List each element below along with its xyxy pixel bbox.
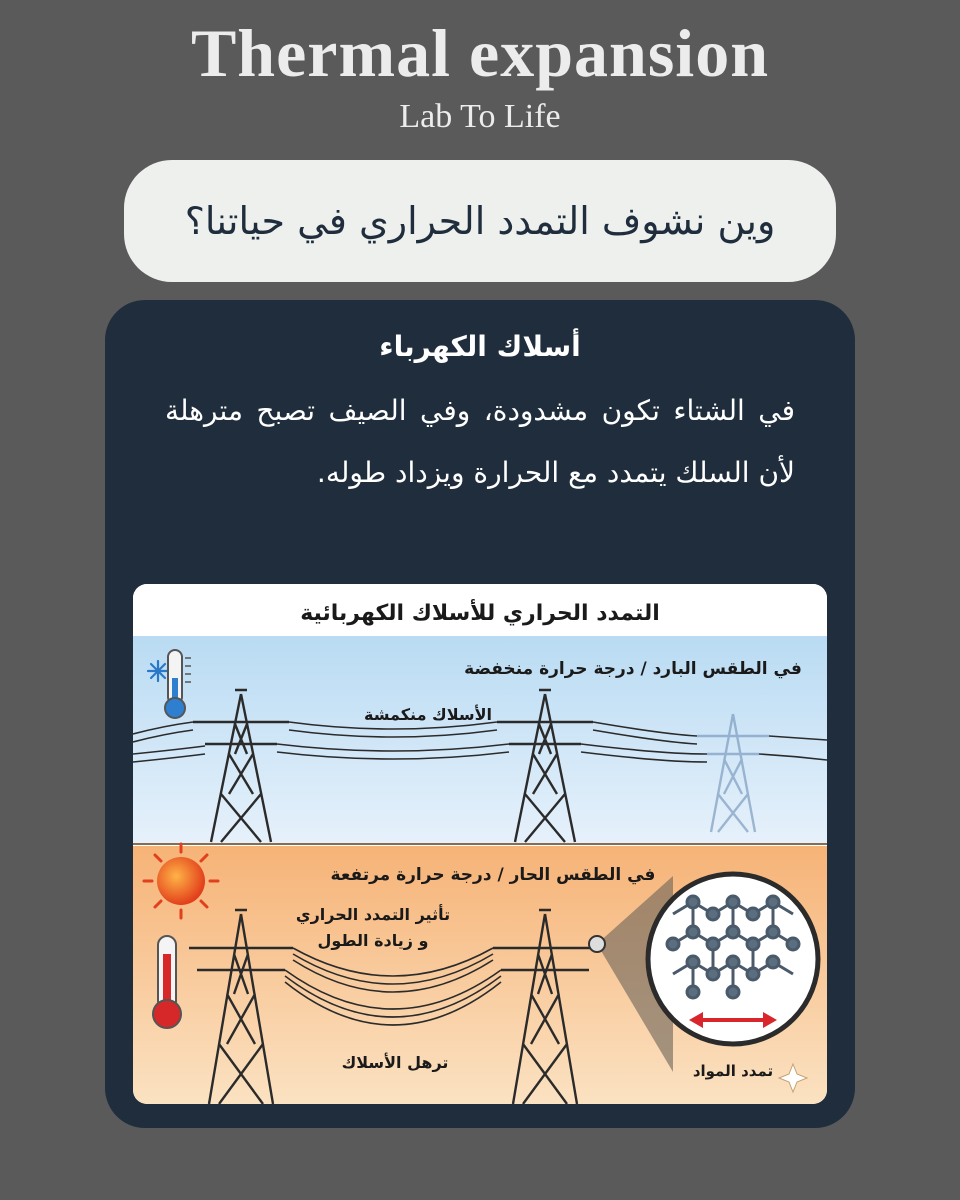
cold-wires-label: الأسلاك منكمشة [364,705,492,724]
hot-heading: في الطقس الحار / درجة حرارة مرتفعة [330,865,656,885]
hot-effect-line1: تأثير التمدد الحراري [295,905,451,924]
page-title: Thermal expansion [190,15,770,91]
infographic [133,584,827,1104]
question-banner: وين نشوف التمدد الحراري في حياتنا؟ [124,160,836,282]
infographic-illustration [133,584,827,1104]
info-card [105,300,855,1128]
card-title: أسلاك الكهرباء [379,330,581,363]
hot-effect-line2: و زيادة الطول [317,931,429,950]
card-body-text: في الشتاء تكون مشدودة، وفي الصيف تصبح مترهلة لأن السلك يتمدد مع الحرارة ويزداد طوله. [165,394,795,489]
infographic-title: التمدد الحراري للأسلاك الكهربائية [300,601,660,626]
hot-expansion-label: تمدد المواد [692,1062,774,1080]
hot-sag-label: ترهل الأسلاك [341,1053,449,1072]
page-subtitle: Lab To Life [399,98,561,135]
cold-heading: في الطقس البارد / درجة حرارة منخفضة [464,659,802,679]
